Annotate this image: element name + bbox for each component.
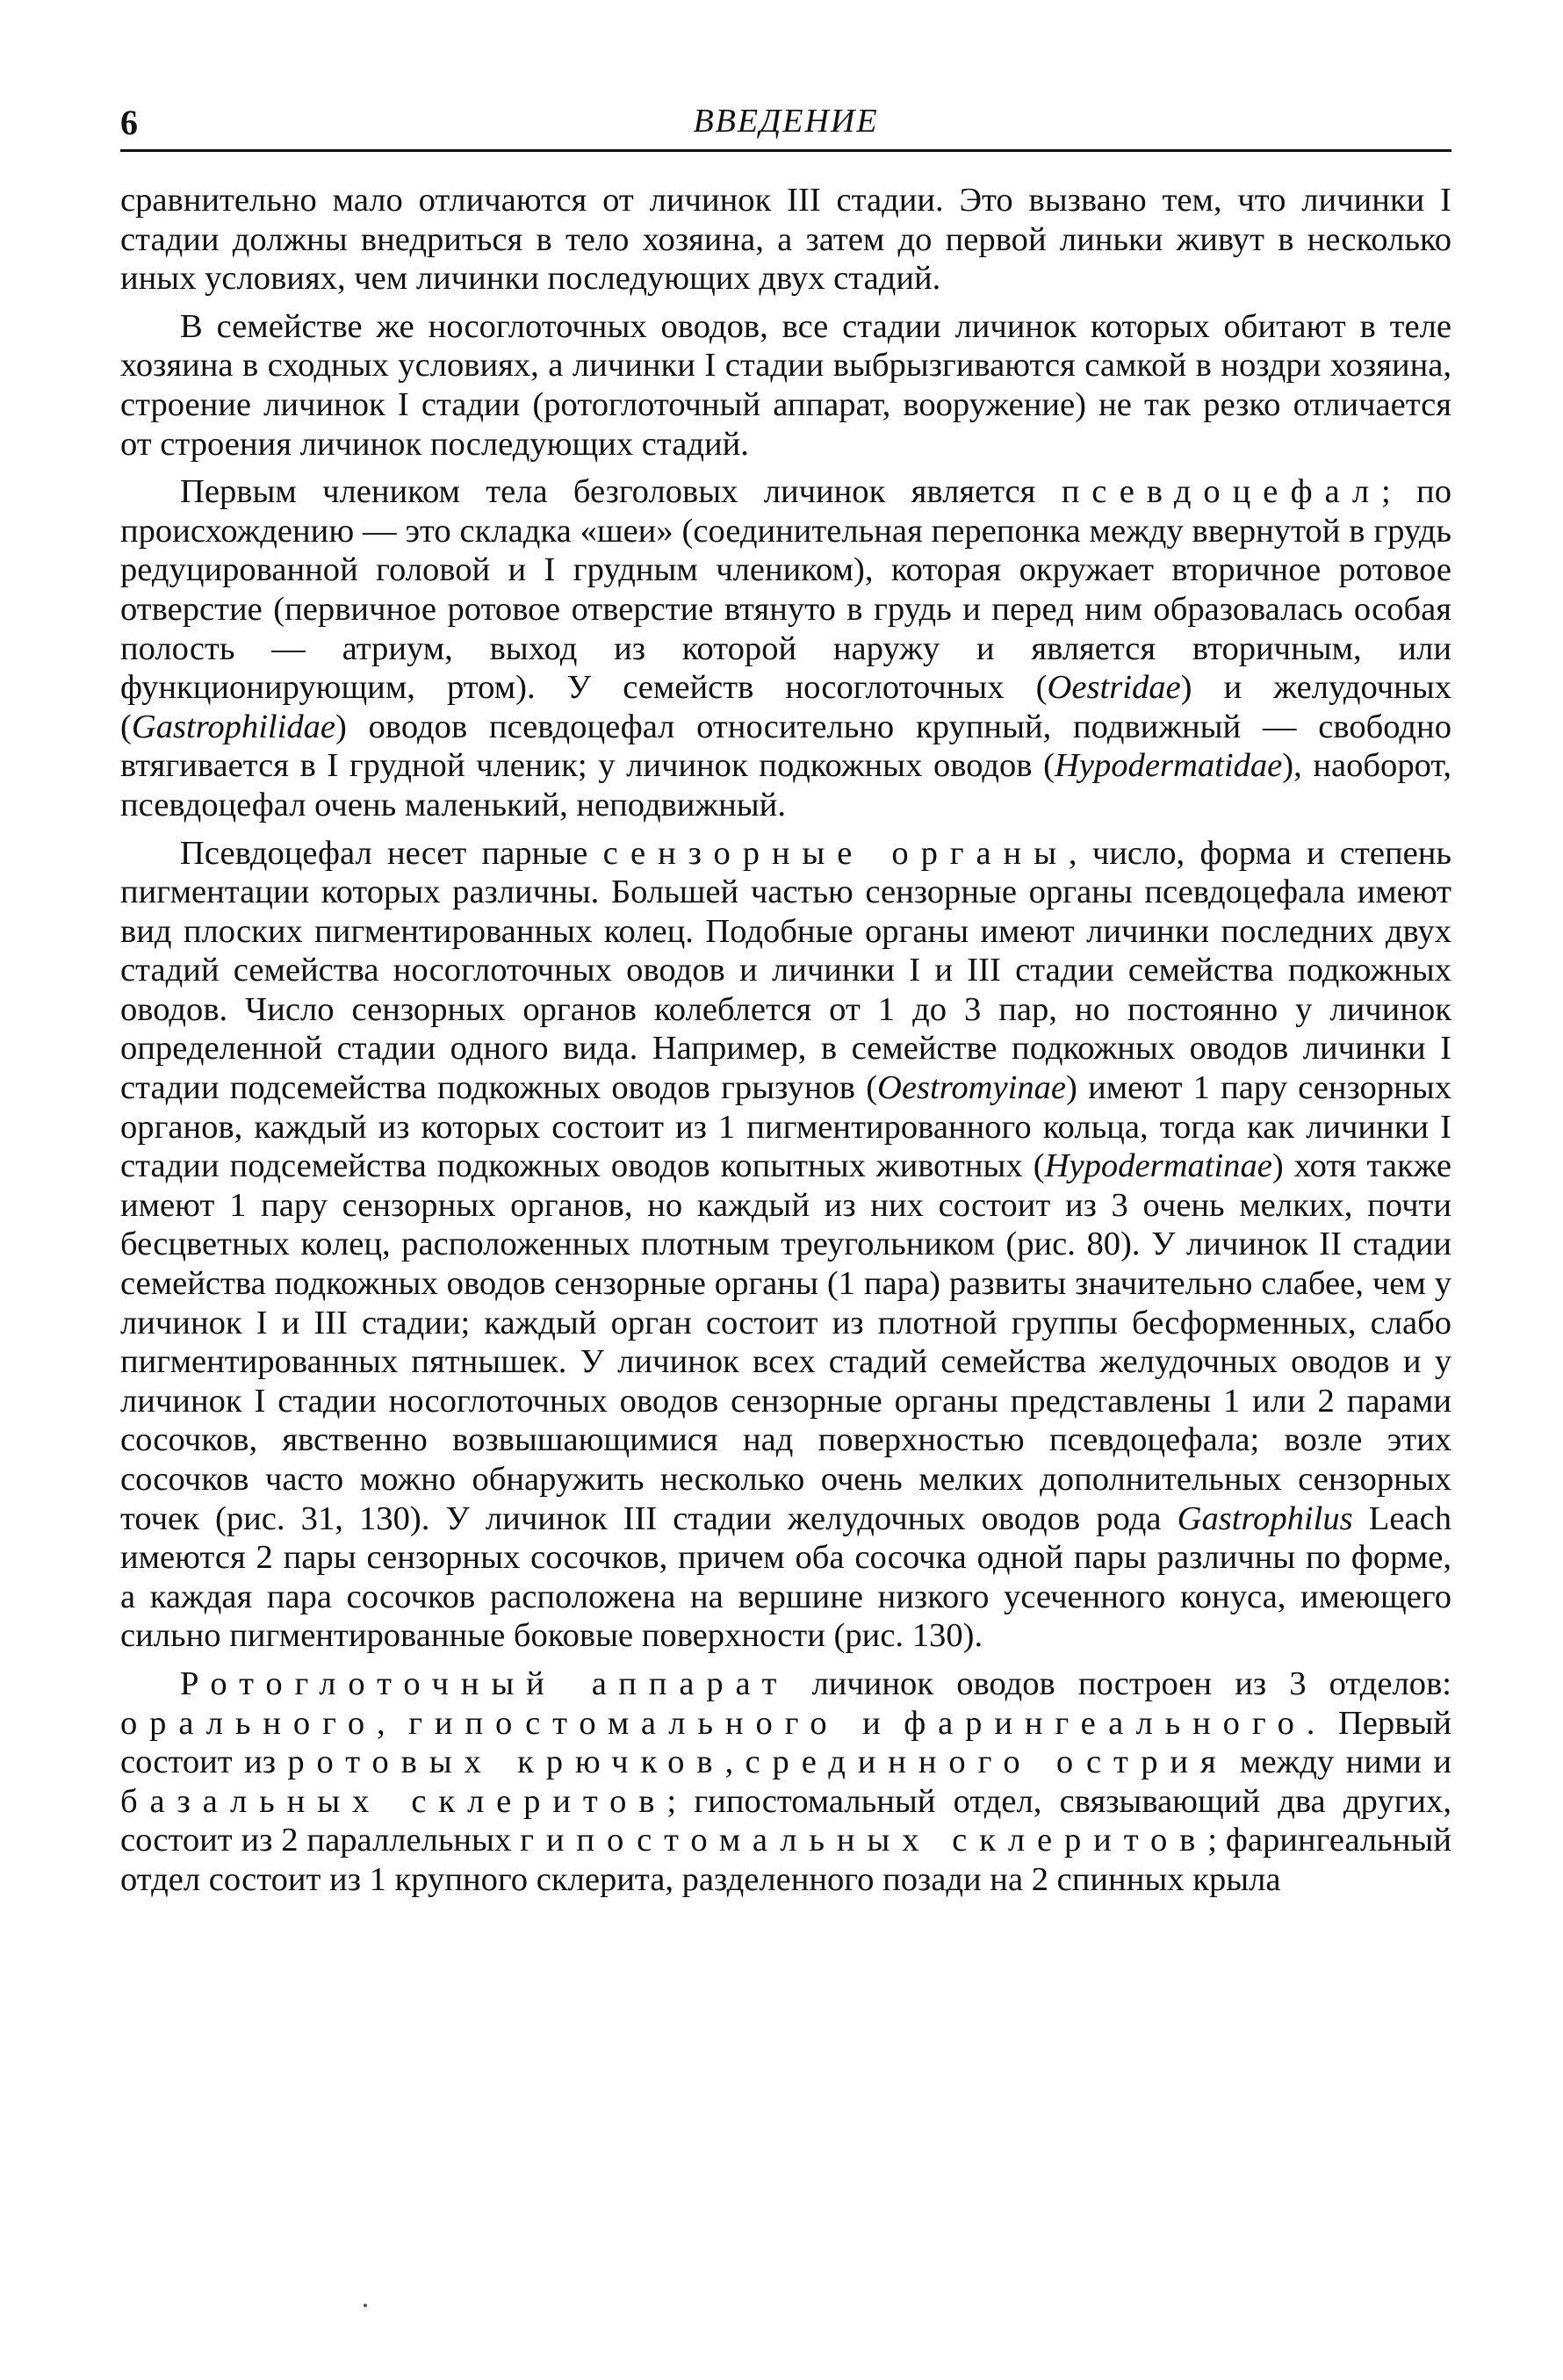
spaced-term-pseudocephalus: псевдоцефал [1061,473,1382,511]
spaced-term: орального [120,1704,378,1742]
paragraph-3: Первым члеником тела безголовых личинок является псевдоцефал; по происхождению — это складка «шеи» (соединительная перепонка между ввернутой в грудь редуцированной головой и I грудным члеником), которая окружает вторичное ротовое отверстие (первичное ротовое отверстие втянуто в грудь и перед ним образовалась особая полость — атриум, выход из которой наружу и является вторичным, или функционирующим, ртом). У семейств носоглоточных (Oestridae) и желудочных (Gastrophilidae) оводов псевдоцефал относительно крупный, подвижный — свободно втягивается в I грудной членик; у личинок подкожных оводов (Hypodermatidae), наоборот, псевдоцефал очень маленький, неподвижный. [120,473,1451,823]
running-title: ВВЕДЕНИЕ [693,103,879,140]
spaced-term: срединного острия [745,1744,1228,1781]
paragraph-1: сравнительно мало отличаются от личинок III стадии. Это вызвано тем, что личинки I стадии должны внедриться в тело хозяина, а затем до первой линьки живут в несколько иных условиях, чем личинки последующих двух стадий. [120,182,1451,298]
spaced-term: базальных склеритов [120,1782,667,1820]
taxon-name: Oestromyinae [877,1069,1067,1107]
page-number: 6 [120,103,138,142]
paragraph-4: Псевдоцефал несет парные сензорные органы, число, форма и степень пигментации которых различны. Большей частью сензорные органы псевдоцефала имеют вид плоских пигментированных колец. Подобные органы имеют личинки последних двух стадий семейства носоглоточных оводов и личинки I и III стадии семейства подкожных оводов. Число сензорных органов колеблется от 1 до 3 пар, но постоянно у личинок определенной стадии одного вида. Например, в семействе подкожных оводов личинки I стадии подсемейства подкожных оводов грызунов (Oestromyinae) имеют 1 пару сензорных органов, каждый из которых состоит из 1 пигментированного кольца, тогда как личинки I стадии подсемейства подкожных оводов копытных животных (Hypodermatinae) хотя также имеют 1 пару сензорных органов, но каждый из них состоит из 3 очень мелких, почти бесцветных колец, расположенных плотным треугольником (рис. 80). У личинок II стадии семейства подкожных оводов сензорные органы (1 пара) развиты значительно слабее, чем у личинок I и III стадии; каждый орган состоит из плотной группы бесформенных, слабо пигментированных пятнышек. У личинок всех стадий семейства желудочных оводов и у личинок I стадии носоглоточных оводов сензорные органы представлены 1 или 2 парами сосочков, явственно возвышающимися над поверхностью псевдоцефала; возле этих сосочков часто можно обнаружить несколько очень мелких дополнительных сензорных точек (рис. 31, 130). У личинок III стадии желудочных оводов рода Gastrophilus Leach имеются 2 пары сензорных сосочков, причем оба сосочка одной пары различны по форме, а каждая пара сосочков расположена на вершине низкого усеченного конуса, имеющего сильно пигментированные боковые поверхности (рис. 130). [120,834,1452,1655]
spaced-term-sensory-organs: сензорные органы [602,834,1069,872]
print-speck [364,2304,367,2307]
spaced-term: ротовых крючков [287,1744,725,1781]
taxon-name: Hypodermatinae [1044,1147,1272,1185]
taxon-name: Gastrophilus [1177,1499,1353,1537]
paragraph-2: В семействе же носоглоточных оводов, все стадии личинок которых обитают в теле хозяина в сходных условиях, а личинки I стадии выбрызгиваются самкой в ноздри хозяина, строение личинок I стадии (ротоглоточный аппарат, вооружение) не так резко отличается от строения личинок последующих стадий. [120,307,1451,463]
header-rule [120,149,1451,152]
taxon-name: Gastrophilidae [131,708,336,745]
paragraph-5: Ротоглоточный аппарат личинок оводов построен из 3 отделов: орального, гипостомального и фарингеального. Первый состоит из ротовых крючков, срединного острия между ними и базальных склеритов; гипостомальный отдел, связывающий два других, состоит из 2 параллельных гипостомальных склеритов; фарингеальный отдел состоит из 1 крупного склерита, разделенного позади на 2 спинных крыла [120,1665,1452,1898]
taxon-name: Oestridae [1047,669,1181,707]
spaced-term: фарингеального [904,1704,1307,1742]
spaced-term: гипостомальных склеритов [520,1822,1208,1859]
page-header [120,95,1451,147]
taxon-name: Hypodermatidae [1054,747,1283,785]
spaced-term: гипостомального [408,1704,839,1742]
spaced-term-oropharyngeal-apparatus: Ротоглоточный аппарат [180,1665,789,1702]
body-text [120,181,1451,1900]
